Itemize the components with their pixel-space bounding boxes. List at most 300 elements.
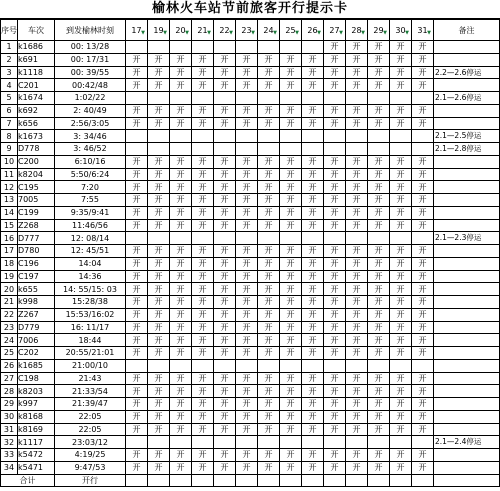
time-cell: 9:35/9:41 [55,206,126,219]
run-cell: 开 [258,410,280,423]
run-cell [236,92,258,105]
run-cell: 开 [390,257,412,270]
run-cell: 开 [214,372,236,385]
train-cell: k655 [18,283,55,296]
note-cell [434,359,500,372]
run-cell: 开 [236,206,258,219]
run-cell: 开 [390,449,412,462]
note-cell [434,461,500,474]
train-cell: k8168 [18,410,55,423]
run-cell: 开 [412,181,434,194]
header-day-1[interactable]: 19 ▼ [148,20,170,41]
run-cell: 开 [280,53,302,66]
run-cell: 开 [412,296,434,309]
run-cell: 开 [258,347,280,360]
run-cell: 开 [412,334,434,347]
run-cell: 开 [302,308,324,321]
note-cell [434,347,500,360]
time-cell: 22:05 [55,423,126,436]
run-cell: 开 [236,461,258,474]
header-day-5[interactable]: 23 ▼ [236,20,258,41]
table-row [1,308,500,321]
run-cell: 开 [368,206,390,219]
note-cell [434,308,500,321]
header-day-12[interactable]: 30 ▼ [390,20,412,41]
seq-cell: 26 [1,359,18,372]
train-cell: k1673 [18,130,55,143]
train-cell: Z268 [18,219,55,232]
run-cell: 开 [192,257,214,270]
run-cell: 开 [280,410,302,423]
run-cell: 开 [258,334,280,347]
filter-arrow-icon[interactable]: ▼ [163,30,167,36]
seq-cell: 14 [1,206,18,219]
note-cell [434,206,500,219]
train-cell: C198 [18,372,55,385]
run-cell: 开 [346,283,368,296]
run-cell: 开 [192,449,214,462]
table-row [1,206,500,219]
run-cell: 开 [148,257,170,270]
run-cell: 开 [390,79,412,92]
run-cell: 开 [148,385,170,398]
run-cell: 开 [346,347,368,360]
filter-arrow-icon[interactable]: ▼ [251,30,255,36]
run-cell: 开 [412,41,434,54]
run-cell: 开 [126,334,148,347]
note-cell [434,385,500,398]
time-cell: 21:00/10 [55,359,126,372]
total-empty-cell [148,474,170,487]
run-cell: 开 [170,104,192,117]
note-cell [434,296,500,309]
run-cell: 开 [192,168,214,181]
run-cell: 开 [368,66,390,79]
run-cell [390,143,412,156]
run-cell: 开 [148,219,170,232]
table-row [1,181,500,194]
train-cell: k1117 [18,436,55,449]
time-cell: 1:02/22 [55,92,126,105]
run-cell: 开 [346,461,368,474]
run-cell: 开 [148,117,170,130]
header-day-11[interactable]: 29 ▼ [368,20,390,41]
run-cell: 开 [368,410,390,423]
run-cell: 开 [302,334,324,347]
time-cell: 20:55/21:01 [55,347,126,360]
header-day-0[interactable]: 17 ▼ [126,20,148,41]
time-cell: 18:44 [55,334,126,347]
run-cell: 开 [368,117,390,130]
run-cell: 开 [280,321,302,334]
run-cell: 开 [126,372,148,385]
time-cell: 22:05 [55,410,126,423]
run-cell: 开 [170,206,192,219]
run-cell: 开 [390,410,412,423]
note-text: 2.1—2.5停运 [435,131,482,141]
header-day-2[interactable]: 20 ▼ [170,20,192,41]
run-cell: 开 [126,449,148,462]
table-row [1,398,500,411]
run-cell [236,143,258,156]
run-cell: 开 [346,194,368,207]
seq-cell: 34 [1,461,18,474]
note-cell [434,41,500,54]
run-cell [170,436,192,449]
time-cell: 9:47/53 [55,461,126,474]
filter-arrow-icon[interactable]: ▼ [383,30,387,36]
time-cell: 14: 55/15: 03 [55,283,126,296]
run-cell: 开 [346,423,368,436]
run-cell: 开 [412,257,434,270]
run-cell [214,130,236,143]
run-cell: 开 [148,321,170,334]
run-cell [148,359,170,372]
run-cell: 开 [390,245,412,258]
run-cell: 开 [390,66,412,79]
run-cell: 开 [214,219,236,232]
run-cell: 开 [302,449,324,462]
note-cell [434,410,500,423]
train-cell: k5472 [18,449,55,462]
run-cell: 开 [148,283,170,296]
run-cell: 开 [280,219,302,232]
run-cell: 开 [368,423,390,436]
run-cell: 开 [126,104,148,117]
run-cell: 开 [214,321,236,334]
run-cell: 开 [236,181,258,194]
header-row [1,20,500,41]
run-cell: 开 [302,385,324,398]
table-row [1,283,500,296]
table-row [1,194,500,207]
time-cell: 00:42/48 [55,79,126,92]
total-empty-cell [214,474,236,487]
run-cell: 开 [302,461,324,474]
run-cell: 开 [192,372,214,385]
seq-cell: 20 [1,283,18,296]
run-cell: 开 [324,168,346,181]
train-cell: k656 [18,117,55,130]
note-text: 2.1—2.8停运 [435,144,482,153]
run-cell: 开 [236,398,258,411]
run-cell: 开 [412,347,434,360]
total-empty-cell [390,474,412,487]
run-cell: 开 [192,117,214,130]
time-cell: 11:46/56 [55,219,126,232]
table-row [1,245,500,258]
run-cell: 开 [412,283,434,296]
run-cell: 开 [324,53,346,66]
run-cell: 开 [258,308,280,321]
table-row [1,436,500,449]
run-cell: 开 [214,449,236,462]
run-cell: 开 [236,385,258,398]
run-cell: 开 [126,308,148,321]
table-row [1,143,500,156]
run-cell [324,130,346,143]
seq-cell: 33 [1,449,18,462]
run-cell [324,92,346,105]
filter-arrow-icon[interactable]: ▼ [361,30,365,36]
run-cell: 开 [324,257,346,270]
run-cell: 开 [302,321,324,334]
total-empty-cell [236,474,258,487]
run-cell: 开 [346,398,368,411]
run-cell: 开 [126,347,148,360]
run-cell [346,232,368,245]
run-cell: 开 [214,398,236,411]
time-cell: 21:39/47 [55,398,126,411]
train-cell: k5471 [18,461,55,474]
run-cell: 开 [148,168,170,181]
run-cell: 开 [346,66,368,79]
run-cell: 开 [236,283,258,296]
run-cell: 开 [368,245,390,258]
note-cell [434,117,500,130]
run-cell: 开 [346,296,368,309]
run-cell: 开 [368,41,390,54]
run-cell: 开 [148,79,170,92]
run-cell: 开 [258,194,280,207]
header-day-8[interactable]: 26 ▼ [302,20,324,41]
run-cell: 开 [302,79,324,92]
seq-cell: 22 [1,308,18,321]
run-cell: 开 [126,257,148,270]
run-cell: 开 [192,219,214,232]
filter-arrow-icon[interactable]: ▼ [273,30,277,36]
run-cell [126,232,148,245]
run-cell [192,41,214,54]
run-cell: 开 [280,257,302,270]
run-cell: 开 [324,347,346,360]
run-cell: 开 [412,270,434,283]
run-cell: 开 [170,168,192,181]
total-empty-cell [434,474,500,487]
note-cell [434,219,500,232]
run-cell: 开 [126,296,148,309]
run-cell: 开 [126,206,148,219]
run-cell: 开 [346,206,368,219]
run-cell: 开 [302,372,324,385]
total-empty-cell [192,474,214,487]
run-cell: 开 [324,398,346,411]
run-cell: 开 [390,308,412,321]
run-cell: 开 [346,334,368,347]
run-cell: 开 [368,283,390,296]
table-row [1,155,500,168]
filter-arrow-icon[interactable]: ▼ [185,30,189,36]
run-cell: 开 [192,66,214,79]
run-cell [214,92,236,105]
run-cell: 开 [126,270,148,283]
run-cell: 开 [346,41,368,54]
filter-arrow-icon[interactable]: ▼ [427,30,431,36]
note-cell [434,257,500,270]
run-cell [324,359,346,372]
run-cell [170,92,192,105]
run-cell: 开 [390,347,412,360]
time-cell: 12: 45/51 [55,245,126,258]
time-cell: 16: 11/17 [55,321,126,334]
run-cell: 开 [346,270,368,283]
run-cell: 开 [192,461,214,474]
time-cell: 7:55 [55,194,126,207]
run-cell: 开 [214,423,236,436]
run-cell: 开 [324,321,346,334]
run-cell: 开 [214,270,236,283]
seq-cell: 16 [1,232,18,245]
seq-cell: 3 [1,66,18,79]
run-cell: 开 [236,257,258,270]
run-cell: 开 [302,181,324,194]
run-cell: 开 [170,283,192,296]
filter-arrow-icon[interactable]: ▼ [339,30,343,36]
time-cell: 12: 08/14 [55,232,126,245]
run-cell: 开 [148,398,170,411]
seq-cell: 6 [1,104,18,117]
run-cell: 开 [324,296,346,309]
header-day-9[interactable]: 27 ▼ [324,20,346,41]
run-cell: 开 [280,270,302,283]
header-day-10[interactable]: 28 ▼ [346,20,368,41]
time-cell: 00: 39/55 [55,66,126,79]
header-day-3[interactable]: 21 ▼ [192,20,214,41]
run-cell: 开 [192,181,214,194]
run-cell: 开 [148,461,170,474]
run-cell: 开 [258,423,280,436]
run-cell: 开 [170,461,192,474]
run-cell [258,41,280,54]
run-cell [412,130,434,143]
header-day-6[interactable]: 24 ▼ [258,20,280,41]
run-cell: 开 [148,423,170,436]
run-cell: 开 [148,181,170,194]
run-cell: 开 [192,385,214,398]
run-cell: 开 [280,194,302,207]
seq-cell: 18 [1,257,18,270]
run-cell: 开 [214,410,236,423]
header-day-4[interactable]: 22 ▼ [214,20,236,41]
run-cell: 开 [192,410,214,423]
run-cell [280,143,302,156]
time-cell: 7:20 [55,181,126,194]
run-cell: 开 [280,66,302,79]
total-empty-cell [170,474,192,487]
table-row [1,359,500,372]
run-cell [368,232,390,245]
run-cell: 开 [170,219,192,232]
table-row [1,385,500,398]
filter-arrow-icon[interactable]: ▼ [405,30,409,36]
run-cell: 开 [148,194,170,207]
run-cell: 开 [412,245,434,258]
seq-cell: 25 [1,347,18,360]
run-cell: 开 [302,347,324,360]
run-cell: 开 [170,372,192,385]
run-cell [148,232,170,245]
seq-cell: 29 [1,398,18,411]
note-cell [434,53,500,66]
run-cell: 开 [170,117,192,130]
run-cell [302,130,324,143]
run-cell [302,436,324,449]
run-cell [126,41,148,54]
run-cell: 开 [148,104,170,117]
train-cell: k8203 [18,385,55,398]
header-seq: 序号 [1,20,18,41]
run-cell: 开 [390,270,412,283]
seq-cell: 4 [1,79,18,92]
seq-cell: 17 [1,245,18,258]
run-cell: 开 [280,155,302,168]
run-cell: 开 [192,321,214,334]
run-cell [236,41,258,54]
filter-arrow-icon[interactable]: ▼ [229,30,233,36]
run-cell [214,359,236,372]
run-cell [412,92,434,105]
header-day-13[interactable]: 31 ▼ [412,20,434,41]
run-cell: 开 [258,270,280,283]
header-time: 到发榆林时刻 [55,20,126,41]
note-text: 2.1—2.6停运 [435,93,482,102]
run-cell [280,92,302,105]
run-cell: 开 [302,194,324,207]
run-cell: 开 [258,398,280,411]
time-cell: 3: 34/46 [55,130,126,143]
run-cell: 开 [192,347,214,360]
run-cell: 开 [346,308,368,321]
total-empty-cell [280,474,302,487]
run-cell: 开 [368,334,390,347]
header-day-7[interactable]: 25 ▼ [280,20,302,41]
total-empty-cell [302,474,324,487]
run-cell: 开 [236,155,258,168]
filter-arrow-icon[interactable]: ▼ [317,30,321,36]
filter-arrow-icon[interactable]: ▼ [141,30,145,36]
run-cell: 开 [390,296,412,309]
run-cell [346,92,368,105]
run-cell: 开 [368,194,390,207]
train-cell: C197 [18,270,55,283]
run-cell: 开 [324,219,346,232]
train-cell: k1118 [18,66,55,79]
run-cell [170,232,192,245]
run-cell: 开 [170,79,192,92]
run-cell: 开 [236,410,258,423]
time-cell: 00: 17/31 [55,53,126,66]
run-cell: 开 [170,53,192,66]
run-cell: 开 [412,104,434,117]
filter-arrow-icon[interactable]: ▼ [207,30,211,36]
run-cell: 开 [324,308,346,321]
run-cell: 开 [170,385,192,398]
run-cell: 开 [346,117,368,130]
time-cell: 14:36 [55,270,126,283]
run-cell: 开 [368,219,390,232]
seq-cell: 19 [1,270,18,283]
run-cell: 开 [324,385,346,398]
filter-arrow-icon[interactable]: ▼ [295,30,299,36]
seq-cell: 13 [1,194,18,207]
run-cell: 开 [280,206,302,219]
run-cell: 开 [170,194,192,207]
note-cell [434,283,500,296]
run-cell [170,359,192,372]
run-cell [236,359,258,372]
run-cell: 开 [390,206,412,219]
run-cell: 开 [258,53,280,66]
